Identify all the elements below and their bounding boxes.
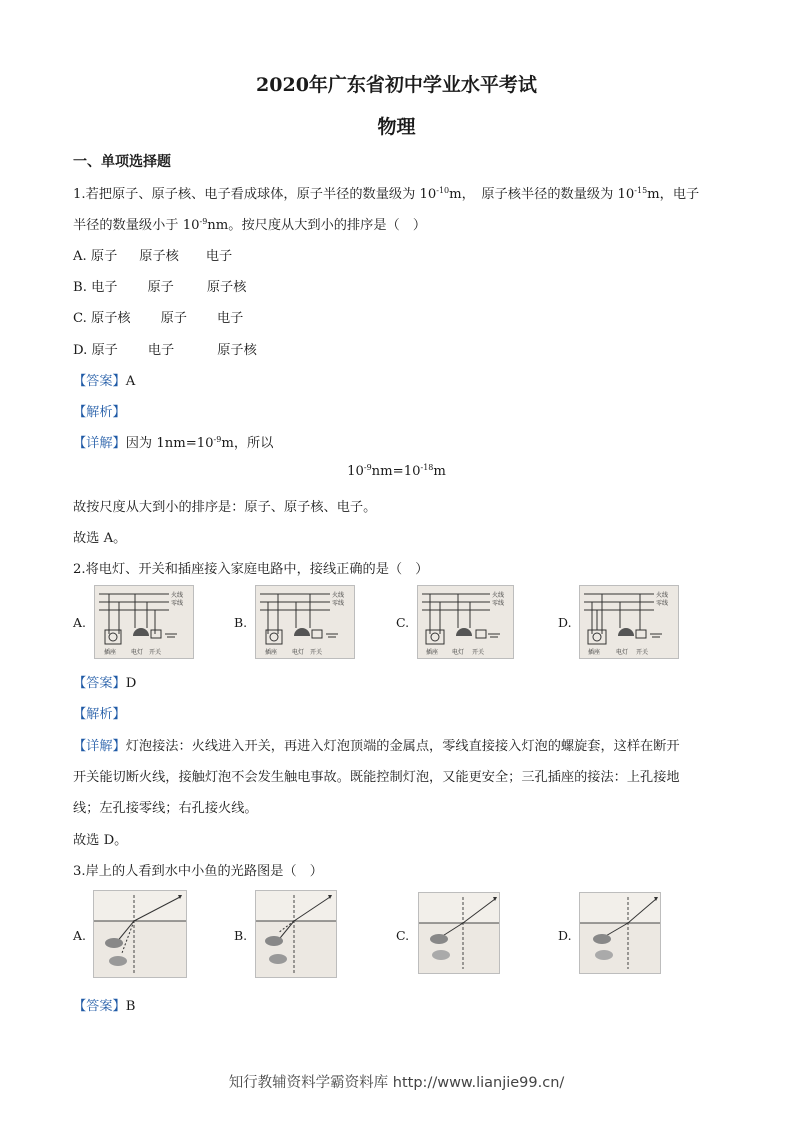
q2-option-c-label: C. <box>396 615 410 630</box>
q1-formula: $10^{-9}nm=10^{-18}m$ <box>347 463 446 479</box>
q2-option-d-label: D. <box>558 615 572 630</box>
q2-fig-a-live-label: 火线 <box>171 592 184 599</box>
q2-detail-line3: 线；左孔接零线；右孔接火线。 <box>73 801 258 816</box>
q1-stem-line2: 半径的数量级小于 $10^{-9}nm$。按尺度从大到小的排序是（ ） <box>73 217 427 233</box>
q2-fig-c-item-switch: 开关 <box>472 649 485 656</box>
q1-option-d: D. 原子 电子 原子核 <box>73 343 257 358</box>
q2-circuit-figure-d <box>579 585 679 659</box>
q2-fig-a-item-switch: 开关 <box>149 649 162 656</box>
q2-fig-b-neutral-label: 零线 <box>332 600 345 607</box>
subject-title: 物理 <box>377 116 416 138</box>
q2-fig-a-item-socket: 插座 <box>104 649 117 656</box>
q2-fig-d-live-label: 火线 <box>656 592 669 599</box>
q1-answer: 【答案】A <box>73 374 136 389</box>
q2-fig-a-neutral-label: 零线 <box>171 600 184 607</box>
q1-analysis-tag: 【解析】 <box>73 405 126 420</box>
q2-fig-a-item-lamp: 电灯 <box>131 649 144 656</box>
q3-optics-figure-a <box>93 890 187 978</box>
q2-fig-b-live-label: 火线 <box>332 592 345 599</box>
page-title: 2020年广东省初中学业水平考试 <box>256 74 537 96</box>
q1-choose: 故选 A。 <box>73 531 127 546</box>
q2-fig-c-item-socket: 插座 <box>426 649 439 656</box>
q2-fig-d-item-lamp: 电灯 <box>616 649 629 656</box>
q3-optics-figure-c <box>418 892 500 974</box>
q2-fig-c-item-lamp: 电灯 <box>452 649 465 656</box>
q2-fig-d-item-socket: 插座 <box>588 649 601 656</box>
q2-circuit-figure-c <box>417 585 514 659</box>
q1-conclusion: 故按尺度从大到小的排序是：原子、原子核、电子。 <box>73 500 377 515</box>
q3-stem: 3.岸上的人看到水中小鱼的光路图是（ ） <box>73 864 323 879</box>
q2-detail-line2: 开关能切断火线，接触灯泡不会发生触电事故。既能控制灯泡，又能更安全；三孔插座的接法：上孔接地 <box>73 770 680 785</box>
q1-detail: 【详解】因为 $1nm=10^{-9}m$，所以 <box>73 435 274 451</box>
q1-option-c: C. 原子核 原子 电子 <box>73 311 244 326</box>
q2-fig-d-neutral-label: 零线 <box>656 600 669 607</box>
q2-detail-line1: 【详解】灯泡接法：火线进入开关，再进入灯泡顶端的金属点，零线直接接入灯泡的螺旋套，这样在断开 <box>73 739 680 754</box>
q3-option-d-label: D. <box>558 928 572 943</box>
q2-circuit-figure-a <box>94 585 194 659</box>
q3-optics-figure-d <box>579 892 661 974</box>
q2-choose: 故选 D。 <box>73 833 128 848</box>
q1-option-b: B. 电子 原子 原子核 <box>73 280 247 295</box>
q2-fig-b-item-socket: 插座 <box>265 649 278 656</box>
q2-fig-d-item-switch: 开关 <box>636 649 649 656</box>
q2-stem: 2.将电灯、开关和插座接入家庭电路中，接线正确的是（ ） <box>73 562 429 577</box>
q2-fig-b-item-lamp: 电灯 <box>292 649 305 656</box>
q2-fig-c-neutral-label: 零线 <box>492 600 505 607</box>
q2-circuit-figure-b <box>255 585 355 659</box>
q1-option-a: A. 原子 原子核 电子 <box>73 249 233 264</box>
q2-answer: 【答案】D <box>73 676 137 691</box>
q3-answer: 【答案】B <box>73 999 136 1014</box>
q2-option-a-label: A. <box>73 615 87 630</box>
q2-option-b-label: B. <box>234 615 248 630</box>
q1-stem-line1: 1.若把原子、原子核、电子看成球体，原子半径的数量级为 $10^{-10}m$， 原子核半径的数量级为 $10^{-15}m$，电子 <box>73 186 700 202</box>
q3-option-a-label: A. <box>73 928 87 943</box>
footer-watermark: 知行教辅资料学霸资料库 http://www.lianjie99.cn/ <box>228 1075 565 1091</box>
q2-analysis-tag: 【解析】 <box>73 707 126 722</box>
q3-option-b-label: B. <box>234 928 248 943</box>
q3-option-c-label: C. <box>396 928 410 943</box>
q3-optics-figure-b <box>255 890 337 978</box>
q2-fig-c-live-label: 火线 <box>492 592 505 599</box>
section-heading: 一、单项选择题 <box>73 154 171 170</box>
q2-fig-b-item-switch: 开关 <box>310 649 323 656</box>
